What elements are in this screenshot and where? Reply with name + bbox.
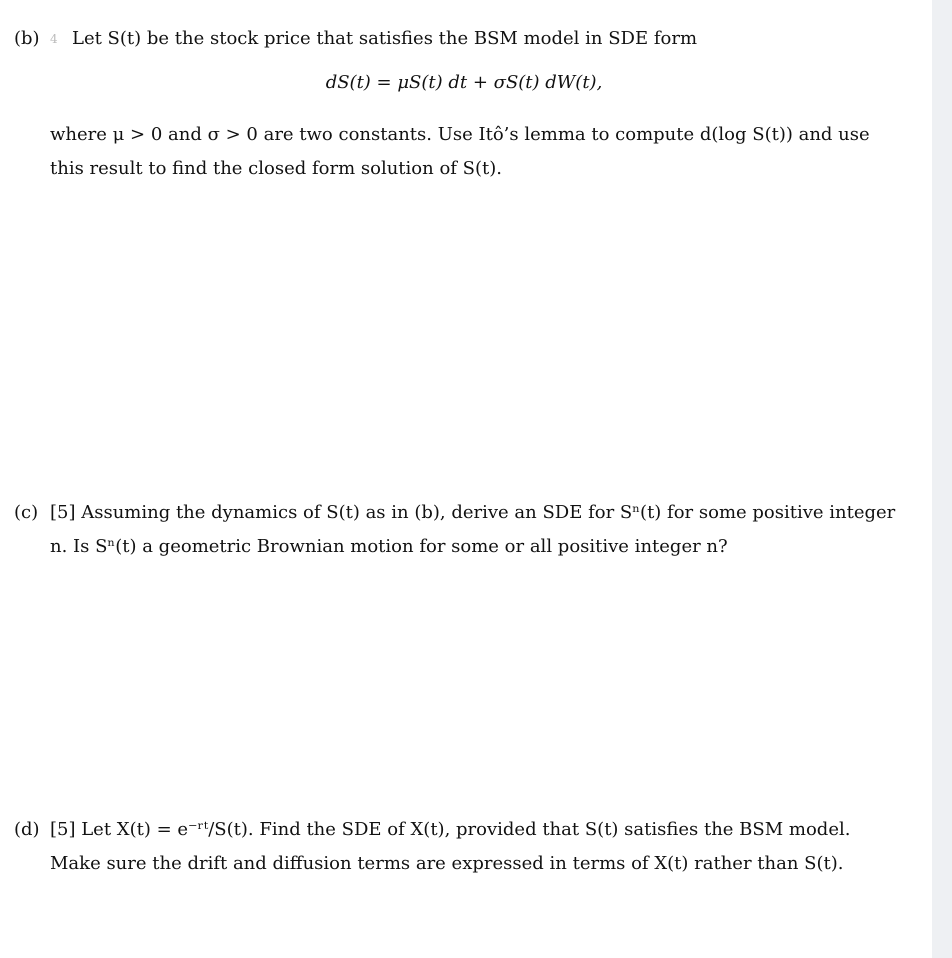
problem-d-line-1 bbox=[14, 813, 914, 847]
handwritten-mark-icon: 4 bbox=[50, 32, 58, 46]
problem-b-label: (b) bbox=[14, 28, 40, 49]
problem-c-text-1: [5] Assuming the dynamics of S(t) as in (b), derive an SDE for Sⁿ(t) for some positive integer bbox=[50, 502, 896, 523]
problem-d-text-2: Make sure the drift and diffusion terms are expressed in terms of X(t) rather than S(t). bbox=[50, 853, 844, 874]
bsm-sde-equation: dS(t) = μS(t) dt + σS(t) dW(t), bbox=[325, 72, 603, 93]
problem-b-line-1 bbox=[14, 22, 914, 56]
problem-c bbox=[14, 496, 914, 564]
problem-c-text-2: n. Is Sⁿ(t) a geometric Brownian motion for some or all positive integer n? bbox=[50, 536, 728, 557]
problem-c-line-1 bbox=[14, 496, 914, 530]
problem-d-text-1: [5] Let X(t) = e⁻ʳᵗ/S(t). Find the SDE of X(t), provided that S(t) satisfies the BSM model. bbox=[50, 819, 851, 840]
problem-c-label: (c) bbox=[14, 502, 39, 523]
problem-b-text-2: where μ > 0 and σ > 0 are two constants. Use Itô’s lemma to compute d(log S(t)) and use bbox=[50, 124, 870, 145]
problem-b-text-1: Let S(t) be the stock price that satisfies the BSM model in SDE form bbox=[72, 28, 698, 49]
problem-b bbox=[14, 22, 914, 186]
scrollbar-gutter[interactable] bbox=[932, 0, 952, 958]
problem-b-text-3: this result to find the closed form solution of S(t). bbox=[50, 158, 502, 179]
problem-d bbox=[14, 813, 914, 881]
problem-d-label: (d) bbox=[14, 819, 40, 840]
